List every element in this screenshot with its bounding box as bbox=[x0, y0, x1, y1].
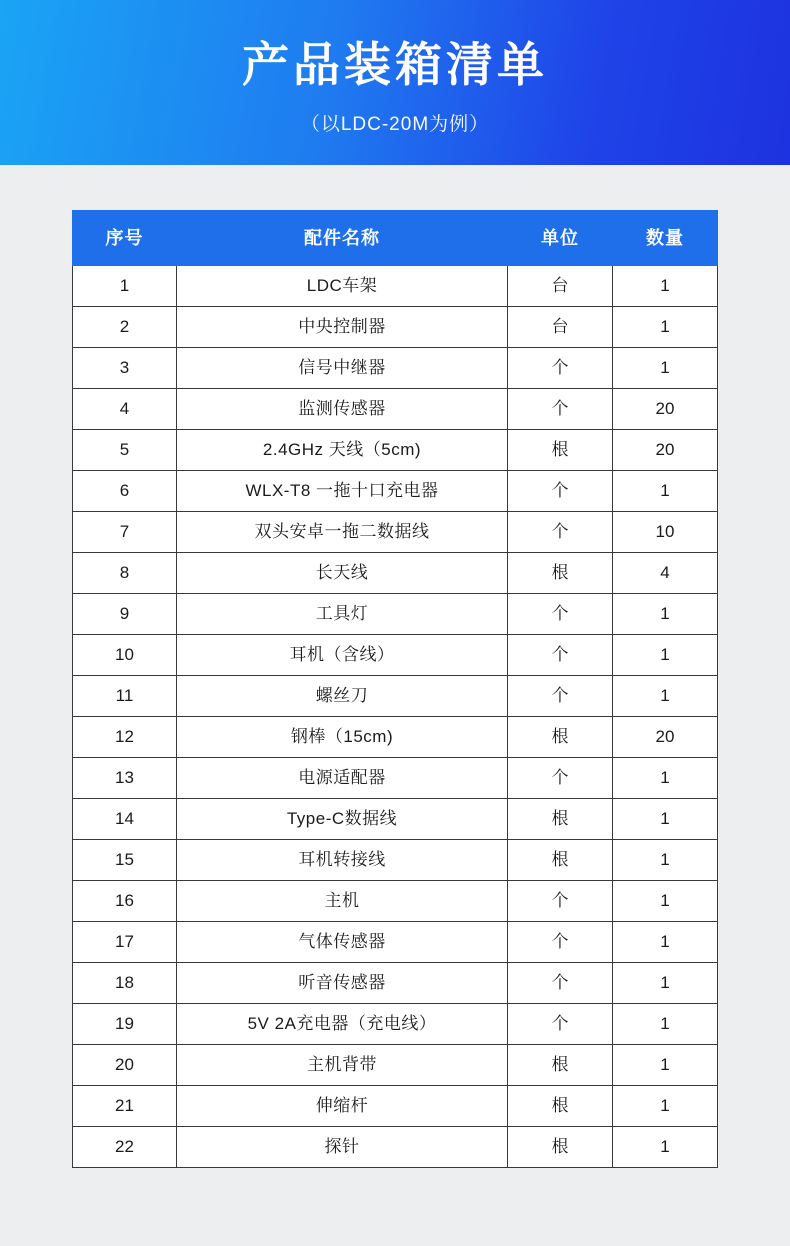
cell-unit: 根 bbox=[508, 799, 613, 840]
cell-unit: 根 bbox=[508, 840, 613, 881]
cell-name: LDC车架 bbox=[177, 266, 508, 307]
cell-index: 21 bbox=[73, 1086, 177, 1127]
cell-name: 双头安卓一拖二数据线 bbox=[177, 512, 508, 553]
column-header-name: 配件名称 bbox=[177, 211, 508, 266]
table-row bbox=[73, 1004, 718, 1045]
cell-unit: 根 bbox=[508, 553, 613, 594]
cell-unit: 个 bbox=[508, 676, 613, 717]
table-row bbox=[73, 1045, 718, 1086]
table-row bbox=[73, 1086, 718, 1127]
cell-quantity: 1 bbox=[613, 963, 718, 1004]
cell-name: 工具灯 bbox=[177, 594, 508, 635]
table-row bbox=[73, 922, 718, 963]
cell-quantity: 1 bbox=[613, 307, 718, 348]
cell-index: 17 bbox=[73, 922, 177, 963]
cell-name: WLX-T8 一拖十口充电器 bbox=[177, 471, 508, 512]
cell-index: 13 bbox=[73, 758, 177, 799]
table-row bbox=[73, 963, 718, 1004]
cell-name: 中央控制器 bbox=[177, 307, 508, 348]
cell-index: 2 bbox=[73, 307, 177, 348]
cell-quantity: 1 bbox=[613, 840, 718, 881]
cell-unit: 个 bbox=[508, 594, 613, 635]
table-row bbox=[73, 307, 718, 348]
cell-name: 耳机（含线） bbox=[177, 635, 508, 676]
cell-index: 3 bbox=[73, 348, 177, 389]
cell-index: 15 bbox=[73, 840, 177, 881]
table-row bbox=[73, 1127, 718, 1168]
table-header bbox=[73, 211, 718, 266]
table-row bbox=[73, 512, 718, 553]
table-row bbox=[73, 676, 718, 717]
cell-name: 主机背带 bbox=[177, 1045, 508, 1086]
cell-unit: 台 bbox=[508, 266, 613, 307]
table-row bbox=[73, 758, 718, 799]
cell-name: 2.4GHz 天线（5cm) bbox=[177, 430, 508, 471]
cell-unit: 台 bbox=[508, 307, 613, 348]
cell-quantity: 1 bbox=[613, 348, 718, 389]
cell-quantity: 1 bbox=[613, 758, 718, 799]
cell-name: 听音传感器 bbox=[177, 963, 508, 1004]
cell-quantity: 1 bbox=[613, 1127, 718, 1168]
cell-name: 探针 bbox=[177, 1127, 508, 1168]
table-row bbox=[73, 717, 718, 758]
cell-name: 钢棒（15cm) bbox=[177, 717, 508, 758]
header-banner bbox=[0, 0, 790, 165]
column-header-quantity: 数量 bbox=[613, 211, 718, 266]
table-row bbox=[73, 635, 718, 676]
cell-unit: 个 bbox=[508, 1004, 613, 1045]
cell-index: 19 bbox=[73, 1004, 177, 1045]
table-body bbox=[73, 266, 718, 1168]
cell-unit: 根 bbox=[508, 1086, 613, 1127]
cell-quantity: 1 bbox=[613, 881, 718, 922]
cell-index: 18 bbox=[73, 963, 177, 1004]
cell-index: 16 bbox=[73, 881, 177, 922]
page-title: 产品装箱清单 bbox=[242, 37, 548, 91]
cell-quantity: 1 bbox=[613, 1004, 718, 1045]
cell-unit: 个 bbox=[508, 922, 613, 963]
table-row bbox=[73, 881, 718, 922]
cell-quantity: 1 bbox=[613, 799, 718, 840]
column-header-index: 序号 bbox=[73, 211, 177, 266]
cell-name: 耳机转接线 bbox=[177, 840, 508, 881]
cell-quantity: 1 bbox=[613, 635, 718, 676]
cell-index: 12 bbox=[73, 717, 177, 758]
table-row bbox=[73, 348, 718, 389]
table-row bbox=[73, 553, 718, 594]
cell-unit: 根 bbox=[508, 717, 613, 758]
cell-index: 20 bbox=[73, 1045, 177, 1086]
cell-name: 主机 bbox=[177, 881, 508, 922]
cell-name: 气体传感器 bbox=[177, 922, 508, 963]
cell-index: 1 bbox=[73, 266, 177, 307]
cell-quantity: 1 bbox=[613, 1045, 718, 1086]
column-header-unit: 单位 bbox=[508, 211, 613, 266]
cell-unit: 根 bbox=[508, 430, 613, 471]
cell-quantity: 1 bbox=[613, 1086, 718, 1127]
cell-name: 信号中继器 bbox=[177, 348, 508, 389]
cell-unit: 根 bbox=[508, 1045, 613, 1086]
cell-unit: 个 bbox=[508, 635, 613, 676]
cell-index: 14 bbox=[73, 799, 177, 840]
cell-quantity: 1 bbox=[613, 594, 718, 635]
cell-quantity: 20 bbox=[613, 389, 718, 430]
cell-unit: 个 bbox=[508, 758, 613, 799]
cell-unit: 个 bbox=[508, 512, 613, 553]
cell-unit: 个 bbox=[508, 963, 613, 1004]
cell-index: 8 bbox=[73, 553, 177, 594]
cell-quantity: 4 bbox=[613, 553, 718, 594]
table-row bbox=[73, 471, 718, 512]
table-row bbox=[73, 389, 718, 430]
packing-list-table bbox=[72, 210, 718, 1168]
table-row bbox=[73, 266, 718, 307]
cell-index: 5 bbox=[73, 430, 177, 471]
table-row bbox=[73, 799, 718, 840]
cell-name: Type-C数据线 bbox=[177, 799, 508, 840]
cell-name: 监测传感器 bbox=[177, 389, 508, 430]
cell-index: 22 bbox=[73, 1127, 177, 1168]
cell-index: 10 bbox=[73, 635, 177, 676]
cell-quantity: 1 bbox=[613, 471, 718, 512]
cell-index: 4 bbox=[73, 389, 177, 430]
cell-index: 7 bbox=[73, 512, 177, 553]
cell-name: 5V 2A充电器（充电线） bbox=[177, 1004, 508, 1045]
cell-unit: 根 bbox=[508, 1127, 613, 1168]
cell-quantity: 1 bbox=[613, 266, 718, 307]
cell-quantity: 20 bbox=[613, 430, 718, 471]
cell-quantity: 20 bbox=[613, 717, 718, 758]
cell-index: 6 bbox=[73, 471, 177, 512]
cell-name: 伸缩杆 bbox=[177, 1086, 508, 1127]
cell-index: 11 bbox=[73, 676, 177, 717]
table-header-row bbox=[73, 211, 718, 266]
page-subtitle: （以LDC-20M为例） bbox=[300, 114, 490, 136]
cell-name: 电源适配器 bbox=[177, 758, 508, 799]
cell-quantity: 1 bbox=[613, 676, 718, 717]
cell-unit: 个 bbox=[508, 348, 613, 389]
cell-name: 长天线 bbox=[177, 553, 508, 594]
cell-unit: 个 bbox=[508, 471, 613, 512]
table-row bbox=[73, 840, 718, 881]
packing-list-section bbox=[0, 165, 790, 1238]
table-row bbox=[73, 594, 718, 635]
cell-name: 螺丝刀 bbox=[177, 676, 508, 717]
cell-unit: 个 bbox=[508, 881, 613, 922]
cell-quantity: 10 bbox=[613, 512, 718, 553]
cell-quantity: 1 bbox=[613, 922, 718, 963]
cell-unit: 个 bbox=[508, 389, 613, 430]
cell-index: 9 bbox=[73, 594, 177, 635]
table-row bbox=[73, 430, 718, 471]
